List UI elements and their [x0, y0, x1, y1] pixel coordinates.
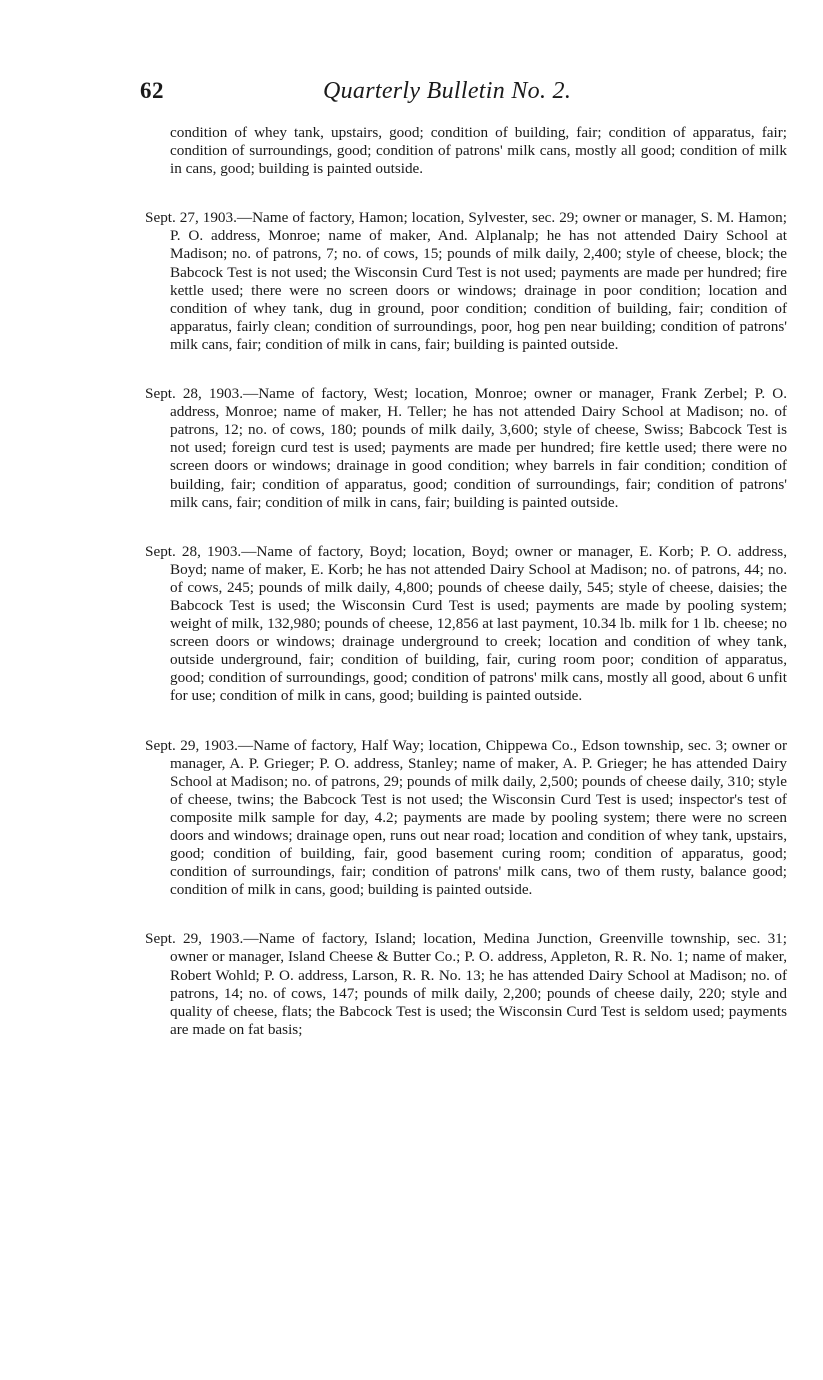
- factory-entry-half-way: Sept. 29, 1903.—Name of factory, Half Way; location, Chippewa Co., Edson township, sec. 3; owner or manager, A. P. Grieger; P. O. address, Stanley; name of maker, A. P. Grieger; he has attended Dairy School at Madison; no. of patrons, 29; pounds of milk daily, 2,500; pounds of cheese daily, 310; style of cheese, twins; the Babcock Test is not used; the Wisconsin Curd Test is used; inspector's test of composite milk sample for day, 4.2; payments are made by pooling system; there were no screen doors and windows; drainage open, runs out near road; location and condition of whey tank, upstairs, good; condition of building, fair, good basement curing room; condition of apparatus, good; condition of surroundings, fair; condition of patrons' milk cans, two of them rusty, balance good; condition of milk in cans, good; building is painted outside.: [145, 736, 787, 899]
- factory-entry-hamon: Sept. 27, 1903.—Name of factory, Hamon; location, Sylvester, sec. 29; owner or manager, S. M. Hamon; P. O. address, Monroe; name of maker, And. Alplanalp; he has not attended Dairy School at Madison; no. of patrons, 7; no. of cows, 15; pounds of milk daily, 2,400; style of cheese, block; the Babcock Test is not used; the Wisconsin Curd Test is not used; payments are made per hundred; fire kettle used; there were no screen doors or windows; drainage in poor condition; location and condition of whey tank, dug in ground, poor condition; condition of building, fair; condition of apparatus, fairly clean; condition of surroundings, poor, hog pen near building; condition of patrons' milk cans, fair; condition of milk in cans, fair; building is painted outside.: [145, 209, 787, 353]
- factory-entry-island: Sept. 29, 1903.—Name of factory, Island; location, Medina Junction, Greenville township, sec. 31; owner or manager, Island Cheese & Butter Co.; P. O. address, Appleton, R. R. No. 1; name of maker, Robert Wohld; P. O. address, Larson, R. R. No. 13; he has attended Dairy School at Madison; no. of patrons, 14; no. of cows, 147; pounds of milk daily, 2,200; pounds of cheese daily, 220; style and quality of cheese, flats; the Babcock Test is used; the Wisconsin Curd Test is seldom used; payments are made on fat basis;: [145, 930, 787, 1038]
- paragraph-continued: condition of whey tank, upstairs, good; condition of building, fair; condition of apparatus, fair; condition of surroundings, good; condition of patrons' milk cans, mostly all good; condition of milk in cans, good; building is painted outside.: [170, 124, 787, 178]
- page-header: [140, 78, 790, 112]
- factory-entry-boyd: Sept. 28, 1903.—Name of factory, Boyd; location, Boyd; owner or manager, E. Korb; P. O. address, Boyd; name of maker, E. Korb; he has not attended Dairy School at Madison; no. of patrons, 44; no. of cows, 245; pounds of milk daily, 4,800; pounds of cheese daily, 545; style of cheese, daisies; the Babcock Test is used; the Wisconsin Curd Test is used; payments are made by pooling system; weight of milk, 132,980; pounds of cheese, 12,856 at last payment, 10.34 lb. milk for 1 lb. cheese; no screen doors or windows; drainage underground to creek; location and condition of whey tank, outside underground, fair; condition of building, fair, curing room poor; condition of apparatus, good; condition of surroundings, good; condition of patrons' milk cans, mostly all good, about 6 unfit for use; condition of milk in cans, good; building is painted outside.: [145, 542, 787, 705]
- page-number: 62: [140, 78, 164, 103]
- running-title: Quarterly Bulletin No. 2.: [323, 78, 572, 104]
- factory-entry-west: Sept. 28, 1903.—Name of factory, West; location, Monroe; owner or manager, Frank Zerbel; P. O. address, Monroe; name of maker, H. Teller; he has not attended Dairy School at Madison; no. of patrons, 12; no. of cows, 180; pounds of milk daily, 3,600; style of cheese, Swiss; Babcock Test is not used; foreign curd test is used; payments are made per hundred; fire kettle used; there were no screen doors or windows; drainage in good condition; whey barrels in fair condition; condition of building, fair; condition of apparatus, good; condition of surroundings, fair; condition of patrons' milk cans, fair; condition of milk in cans, fair; building is painted outside.: [145, 385, 787, 511]
- body-text: [145, 124, 787, 1070]
